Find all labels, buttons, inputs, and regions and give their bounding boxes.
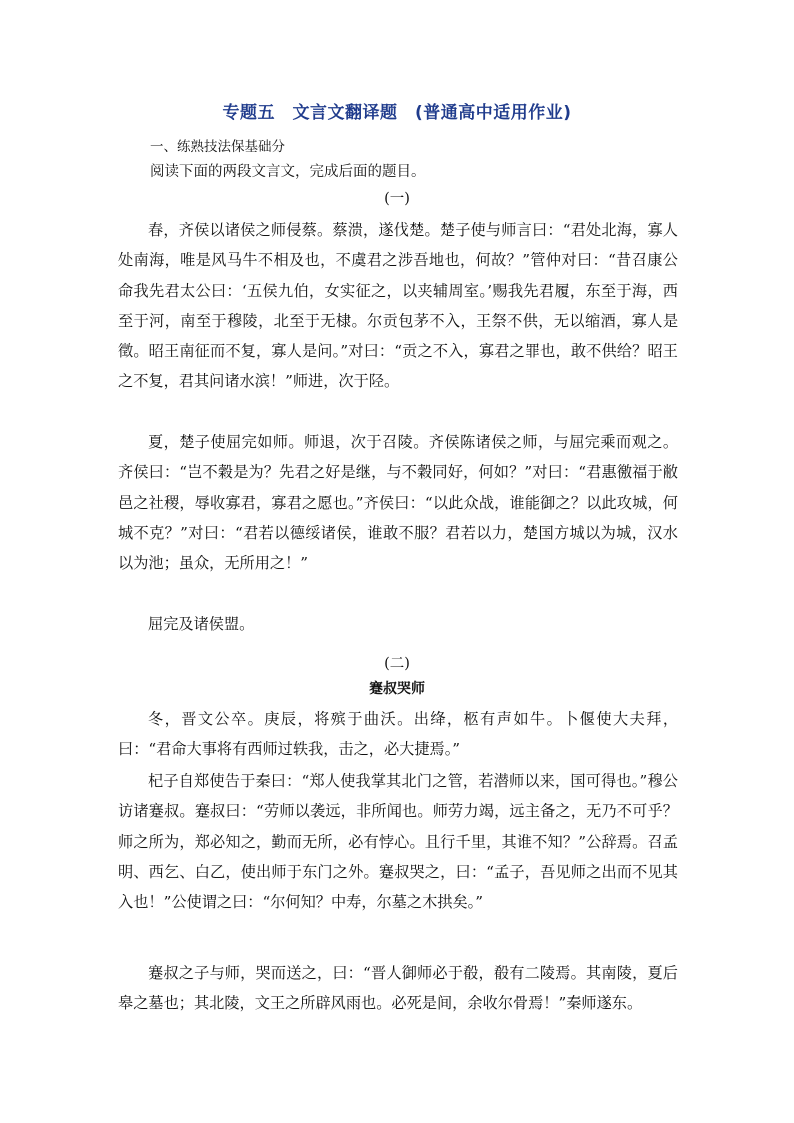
passage-two-paragraph-3: 蹇叔之子与师，哭而送之，曰：“晋人御师必于殽，殽有二陵焉。其南陵，夏后皋之墓也；其北陵，文王之所辟风雨也。必死是间，余收尔骨焉！”秦师遂东。	[118, 964, 678, 1013]
passage-one-number: (一)	[384, 191, 410, 207]
passage-one-paragraph-2: 夏，楚子使屈完如师。师退，次于召陵。齐侯陈诸侯之师，与屈完乘而观之。齐侯曰：“岂不穀是为？先君之好是继，与不穀同好，何如？”对曰：“君惠徼福于敝邑之社稷，辱收寡君，寡君之愿也。”齐侯曰：“以此众战，谁能御之？以此攻城，何城不克？”对曰：“君若以德绥诸侯，谁敢不服？君若以力，楚国方城以为城，汉水以为池；虽众，无所用之！”	[118, 433, 678, 573]
passage-two-number: (二)	[384, 656, 410, 672]
passage-two-paragraph-2: 杞子自郑使告于秦曰：“郑人使我掌其北门之管，若潜师以来，国可得也。”穆公访诸蹇叔。蹇叔曰：“劳师以袭远，非所闻也。师劳力竭，远主备之，无乃不可乎？师之所为，郑必知之，勤而无所，必有悖心。且行千里，其谁不知？”公辞焉。召孟明、西乞、白乙，使出师于东门之外。蹇叔哭之，曰：“孟子，吾见师之出而不见其入也！”公使谓之曰：“尔何知？中寿，尔墓之木拱矣。”	[118, 772, 678, 912]
passage-two-subtitle: 蹇叔哭师	[369, 681, 425, 697]
passage-two-paragraph-1: 冬，晋文公卒。庚辰，将殡于曲沃。出绛，柩有声如牛。卜偃使大夫拜，曰：“君命大事将有西师过轶我，击之，必大捷焉。”	[118, 710, 678, 759]
passage-one-paragraph-1: 春，齐侯以诸侯之师侵蔡。蔡溃，遂伐楚。楚子使与师言曰：“君处北海，寡人处南海，唯是风马牛不相及也，不虞君之涉吾地也，何故？”管仲对曰：“昔召康公命我先君太公曰：‘五侯九伯，女实征之，以夹辅周室。’赐我先君履，东至于海，西至于河，南至于穆陵，北至于无棣。尔贡包茅不入，王祭不供，无以缩酒，寡人是徵。昭王南征而不复，寡人是问。”对曰：“贡之不入，寡君之罪也，敢不供给？昭王之不复，君其问诸水滨！”师进，次于陉。	[118, 221, 678, 391]
instruction-text: 阅读下面的两段文言文，完成后面的题目。	[150, 164, 426, 180]
page-title: 专题五 文言文翻译题 (普通高中适用作业)	[222, 103, 572, 123]
passage-one-paragraph-3: 屈完及诸侯盟。	[148, 615, 255, 633]
section-heading: 一、练熟技法保基础分	[150, 139, 285, 155]
